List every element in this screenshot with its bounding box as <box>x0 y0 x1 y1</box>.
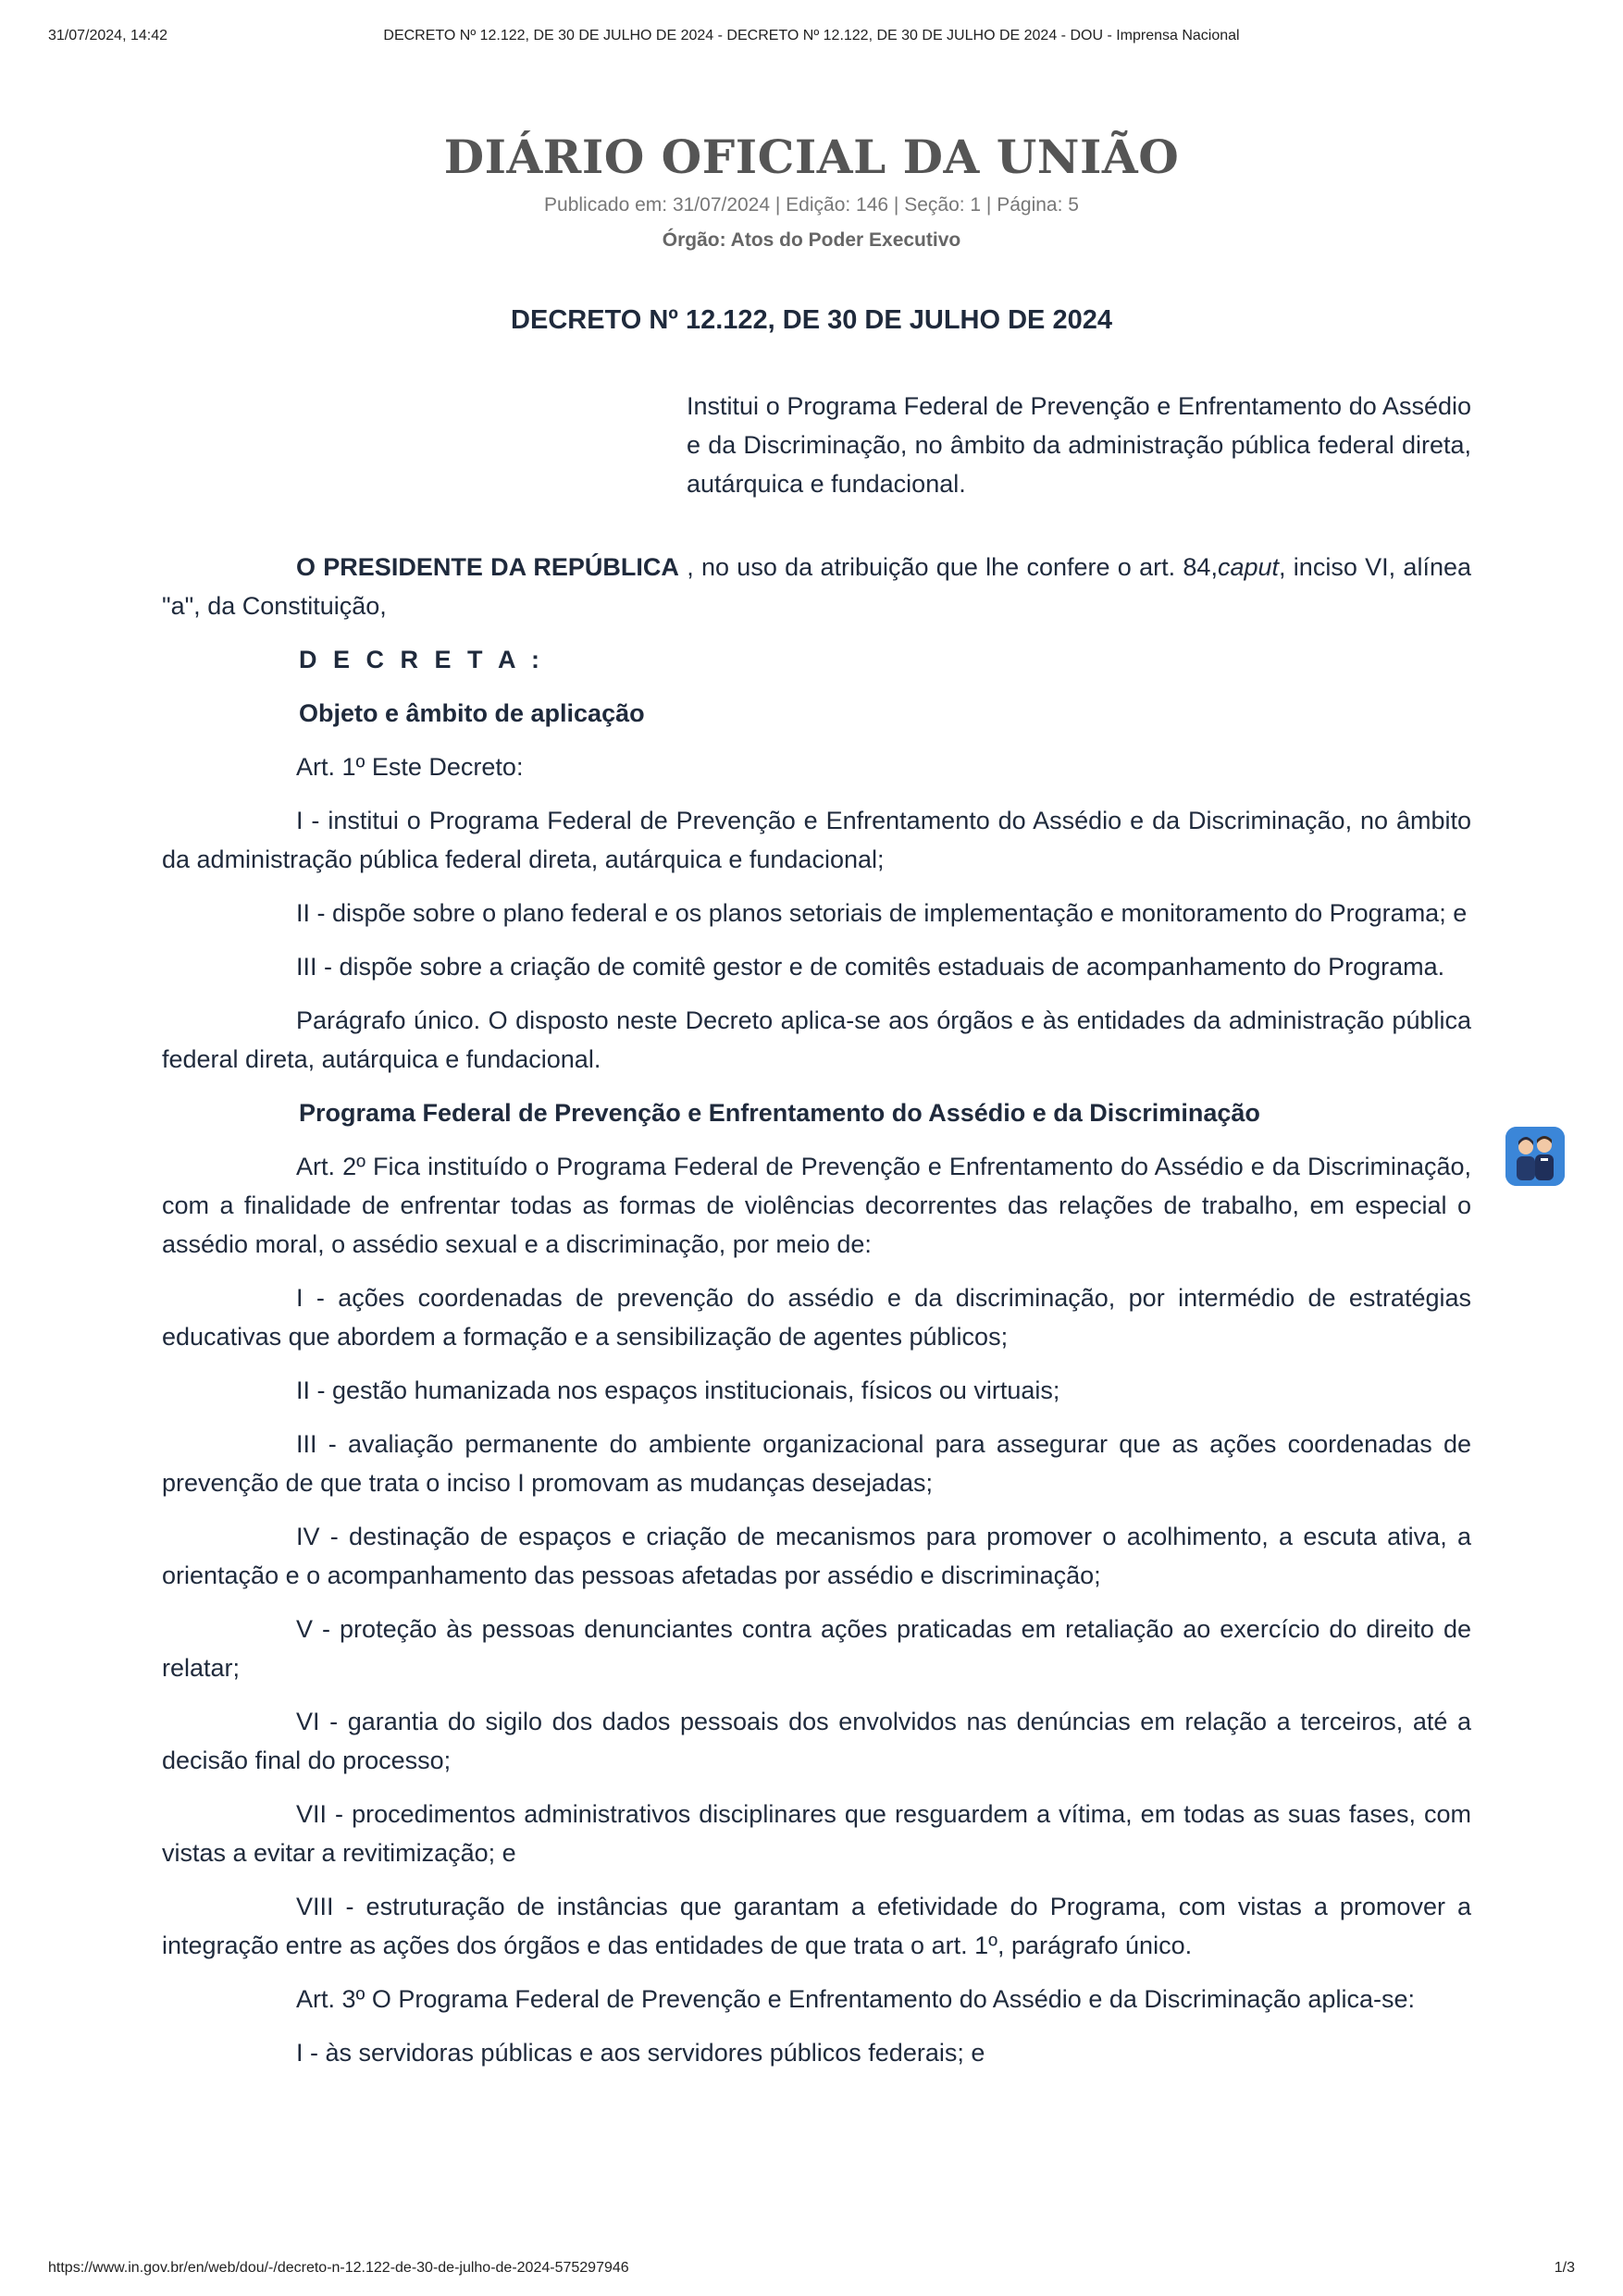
art1-item: II - dispõe sobre o plano federal e os planos setoriais de implementação e monitoramento do Programa; e <box>296 899 1468 927</box>
accessibility-avatars-icon <box>1505 1127 1565 1186</box>
masthead <box>0 130 1623 253</box>
art1-paragraph: Parágrafo único. O disposto neste Decreto aplica-se aos órgãos e às entidades da administração pública federal direta, autárquica e fundacional. <box>162 1006 1471 1073</box>
accessibility-button[interactable] <box>1505 1127 1565 1186</box>
art1-intro: Art. 1º Este Decreto: <box>296 753 524 781</box>
preamble-text-1: , no uso da atribuição que lhe confere o art. 84, <box>678 553 1218 581</box>
art2-item: III - avaliação permanente do ambiente organizacional para assegurar que as ações coordenadas de prevenção de que trata o inciso I promovam as mudanças desejadas; <box>162 1430 1471 1497</box>
decree-summary: Institui o Programa Federal de Prevenção e Enfrentamento do Assédio e da Discriminação, no âmbito da administração pública federal direta, autárquica e fundacional. <box>687 392 1471 498</box>
page-count: 1/3 <box>1554 2260 1575 2276</box>
art2-item: IV - destinação de espaços e criação de mecanismos para promover o acolhimento, a escuta ativa, a orientação e o acompanhamento das pessoas afetadas por assédio e discriminação; <box>162 1523 1471 1589</box>
newspaper-title: DIÁRIO OFICIAL DA UNIÃO <box>443 130 1180 184</box>
art1-item: I - institui o Programa Federal de Prevenção e Enfrentamento do Assédio e da Discriminação, no âmbito da administração pública federal direta, autárquica e fundacional; <box>162 807 1471 873</box>
print-url[interactable]: https://www.in.gov.br/en/web/dou/-/decreto-n-12.122-de-30-de-julho-de-2024-575297946 <box>48 2260 629 2276</box>
publication-info: Publicado em: 31/07/2024 | Edição: 146 | Seção: 1 | Página: 5 <box>544 194 1079 216</box>
preamble-caput: caput <box>1217 553 1280 581</box>
preamble-text-2: , inciso VI, alínea "a", da Constituição, <box>162 553 1471 620</box>
art2-item: VII - procedimentos administrativos disciplinares que resguardem a vítima, em todas as suas fases, com vistas a evitar a revitimização; e <box>162 1800 1471 1867</box>
issuing-body: Órgão: Atos do Poder Executivo <box>662 229 961 251</box>
print-header <box>48 28 1575 50</box>
art3-intro: Art. 3º O Programa Federal de Prevenção e Enfrentamento do Assédio e da Discriminação aplica-se: <box>296 1985 1415 2013</box>
art2-intro: Art. 2º Fica instituído o Programa Federal de Prevenção e Enfrentamento do Assédio e da Discriminação, com a finalidade de enfrentar todas as formas de violências decorrentes das relações de trabalho, em especial o assédio moral, o assédio sexual e a discriminação, por meio de: <box>162 1153 1471 1258</box>
section-heading-objeto: Objeto e âmbito de aplicação <box>299 699 645 727</box>
print-footer <box>48 2260 1575 2282</box>
art2-item: I - ações coordenadas de prevenção do assédio e da discriminação, por intermédio de estratégias educativas que abordem a formação e a sensibilização de agentes públicos; <box>162 1284 1471 1351</box>
print-datetime: 31/07/2024, 14:42 <box>48 28 168 43</box>
art2-item: VIII - estruturação de instâncias que garantam a efetividade do Programa, com vistas a promover a integração entre as ações dos órgãos e das entidades de que trata o art. 1º, parágrafo único. <box>162 1893 1471 1959</box>
art2-item: V - proteção às pessoas denunciantes contra ações praticadas em retaliação ao exercício do direito de relatar; <box>162 1615 1471 1682</box>
decreta-heading: D E C R E T A : <box>299 646 545 673</box>
section-heading-programa: Programa Federal de Prevenção e Enfrentamento do Assédio e da Discriminação <box>299 1099 1260 1127</box>
preamble-president: O PRESIDENTE DA REPÚBLICA <box>296 553 679 581</box>
decree-title: DECRETO Nº 12.122, DE 30 DE JULHO DE 2024 <box>511 305 1112 335</box>
art2-item: VI - garantia do sigilo dos dados pessoais dos envolvidos nas denúncias em relação a terceiros, até a decisão final do processo; <box>162 1708 1471 1774</box>
art1-item: III - dispõe sobre a criação de comitê gestor e de comitês estaduais de acompanhamento do Programa. <box>296 953 1445 981</box>
art2-item: II - gestão humanizada nos espaços institucionais, físicos ou virtuais; <box>296 1376 1060 1404</box>
art3-item: I - às servidoras públicas e aos servidores públicos federais; e <box>296 2039 985 2067</box>
decree-body <box>162 548 1471 2087</box>
print-title: DECRETO Nº 12.122, DE 30 DE JULHO DE 2024 - DECRETO Nº 12.122, DE 30 DE JULHO DE 2024 - DOU - Imprensa Nacional <box>383 28 1240 43</box>
preamble <box>162 548 1471 625</box>
